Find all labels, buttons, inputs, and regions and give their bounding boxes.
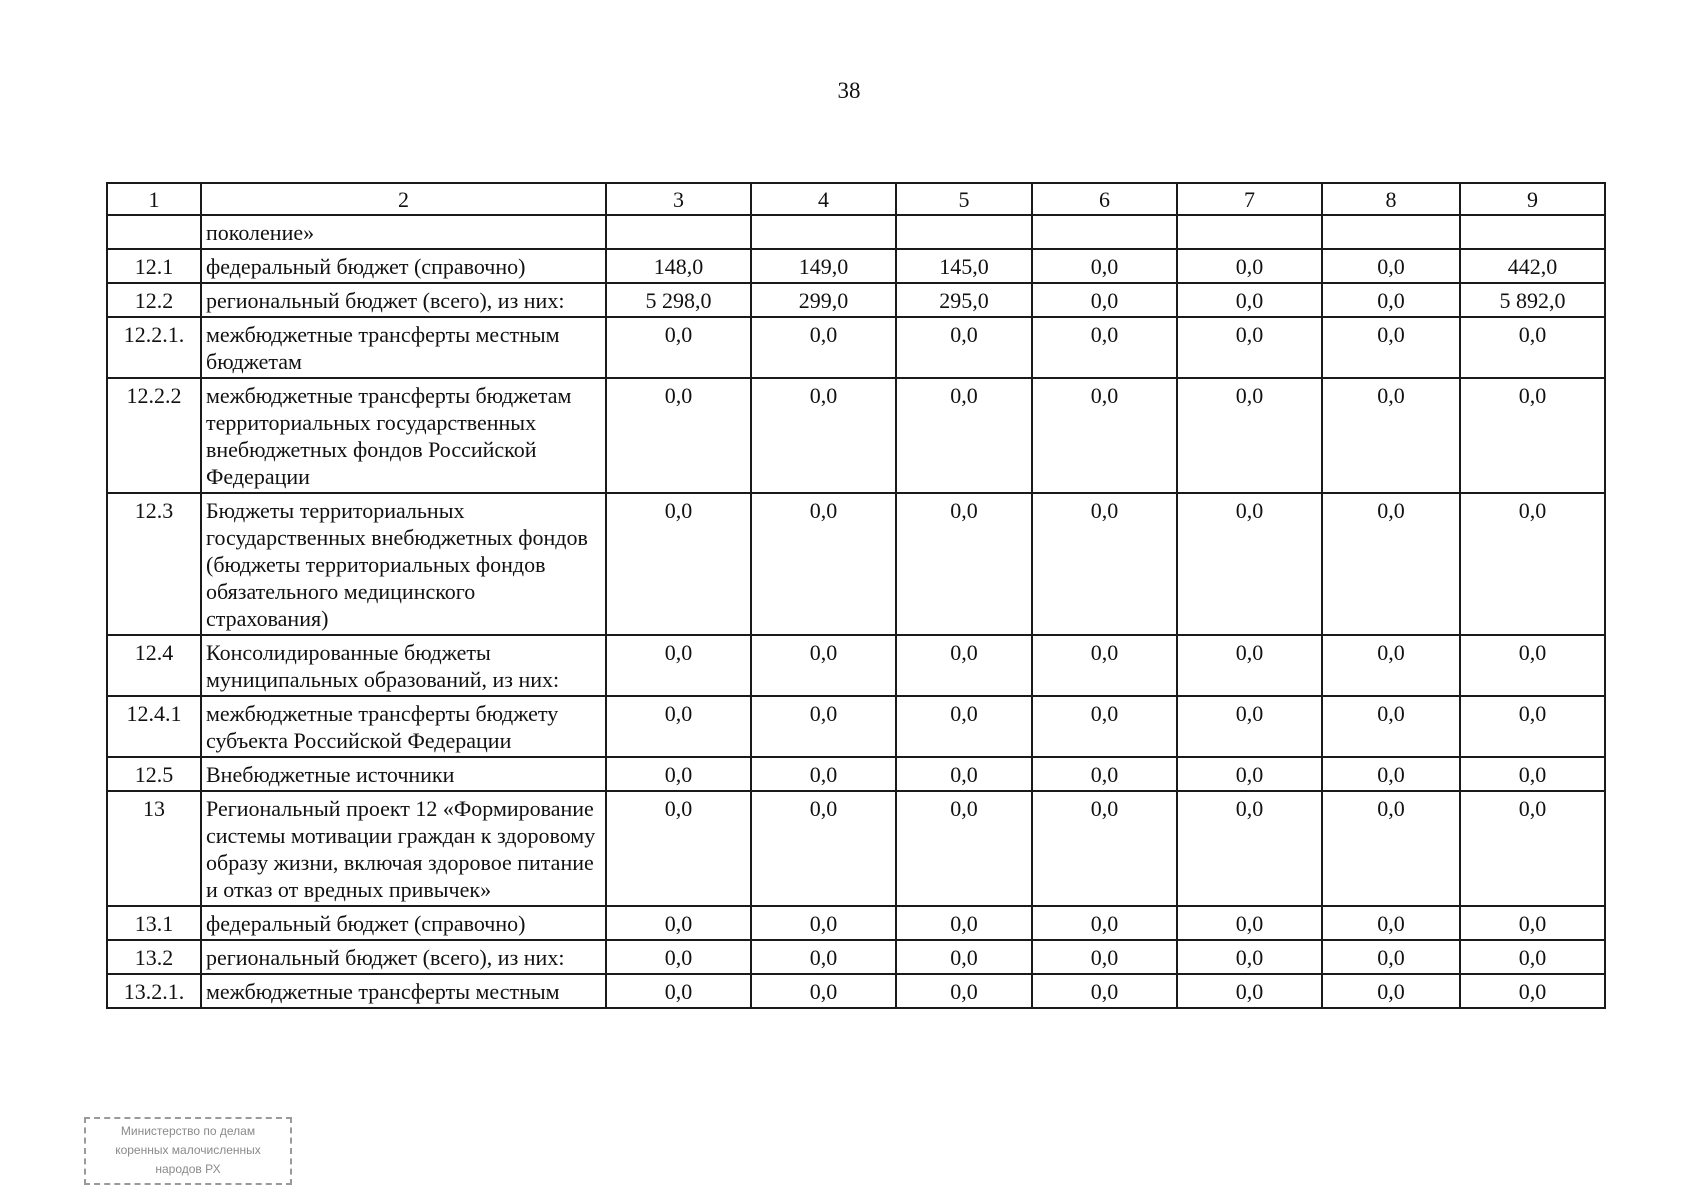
stamp-line: Министерство по делам <box>120 1124 256 1138</box>
row-number: 12.2 <box>107 283 201 317</box>
value-cell: 0,0 <box>1032 791 1177 906</box>
value-cell: 0,0 <box>1177 906 1322 940</box>
value-cell: 0,0 <box>1177 249 1322 283</box>
value-cell: 5 298,0 <box>606 283 751 317</box>
stamp-line: народов РХ <box>155 1162 221 1176</box>
value-cell: 0,0 <box>751 635 896 696</box>
value-cell: 0,0 <box>1460 974 1605 1008</box>
value-cell: 0,0 <box>1460 940 1605 974</box>
value-cell: 0,0 <box>896 974 1032 1008</box>
row-number: 12.3 <box>107 493 201 635</box>
value-cell: 299,0 <box>751 283 896 317</box>
value-cell: 0,0 <box>606 696 751 757</box>
value-cell: 5 892,0 <box>1460 283 1605 317</box>
value-cell: 145,0 <box>896 249 1032 283</box>
value-cell: 0,0 <box>1460 791 1605 906</box>
value-cell: 0,0 <box>1177 974 1322 1008</box>
value-cell: 0,0 <box>751 696 896 757</box>
value-cell: 0,0 <box>1177 283 1322 317</box>
column-header: 1 <box>107 183 201 215</box>
table-row <box>107 696 1605 757</box>
value-cell: 0,0 <box>751 378 896 493</box>
value-cell: 0,0 <box>606 757 751 791</box>
column-header: 7 <box>1177 183 1322 215</box>
value-cell <box>751 215 896 249</box>
value-cell: 0,0 <box>896 906 1032 940</box>
value-cell: 0,0 <box>1322 974 1460 1008</box>
value-cell: 0,0 <box>1322 791 1460 906</box>
row-name: межбюджетные трансферты бюджетам территориальных государственных внебюджетных фондов Российской Федерации <box>201 378 606 493</box>
value-cell: 0,0 <box>751 940 896 974</box>
row-name: поколение» <box>201 215 606 249</box>
table-row <box>107 757 1605 791</box>
row-name: региональный бюджет (всего), из них: <box>201 940 606 974</box>
value-cell: 0,0 <box>1177 378 1322 493</box>
column-header: 2 <box>201 183 606 215</box>
value-cell: 0,0 <box>1322 696 1460 757</box>
value-cell: 0,0 <box>606 317 751 378</box>
value-cell: 0,0 <box>1460 757 1605 791</box>
row-number: 12.4 <box>107 635 201 696</box>
row-name: Консолидированные бюджеты муниципальных образований, из них: <box>201 635 606 696</box>
value-cell: 0,0 <box>1032 635 1177 696</box>
value-cell: 0,0 <box>1322 493 1460 635</box>
row-name: межбюджетные трансферты местным <box>201 974 606 1008</box>
value-cell: 0,0 <box>751 757 896 791</box>
row-name: межбюджетные трансферты местным бюджетам <box>201 317 606 378</box>
value-cell: 0,0 <box>1322 635 1460 696</box>
row-number: 12.1 <box>107 249 201 283</box>
table-row <box>107 378 1605 493</box>
value-cell: 0,0 <box>1322 940 1460 974</box>
value-cell: 0,0 <box>896 493 1032 635</box>
row-name: Внебюджетные источники <box>201 757 606 791</box>
value-cell: 0,0 <box>1032 757 1177 791</box>
value-cell: 0,0 <box>896 757 1032 791</box>
value-cell: 0,0 <box>751 906 896 940</box>
value-cell: 0,0 <box>1032 283 1177 317</box>
value-cell: 0,0 <box>1032 493 1177 635</box>
table-row <box>107 317 1605 378</box>
value-cell <box>606 215 751 249</box>
value-cell: 442,0 <box>1460 249 1605 283</box>
value-cell: 0,0 <box>1177 317 1322 378</box>
value-cell: 0,0 <box>1032 906 1177 940</box>
value-cell: 0,0 <box>1177 940 1322 974</box>
value-cell <box>1032 215 1177 249</box>
table-row <box>107 635 1605 696</box>
row-number: 13.2 <box>107 940 201 974</box>
row-number: 12.5 <box>107 757 201 791</box>
value-cell: 0,0 <box>606 635 751 696</box>
value-cell: 0,0 <box>896 317 1032 378</box>
value-cell: 0,0 <box>1460 493 1605 635</box>
table-row <box>107 791 1605 906</box>
row-number: 12.2.1. <box>107 317 201 378</box>
value-cell: 0,0 <box>1032 249 1177 283</box>
value-cell: 0,0 <box>1032 696 1177 757</box>
value-cell <box>896 215 1032 249</box>
value-cell: 0,0 <box>751 791 896 906</box>
value-cell: 0,0 <box>606 940 751 974</box>
row-number: 13.2.1. <box>107 974 201 1008</box>
value-cell: 0,0 <box>1032 317 1177 378</box>
value-cell: 0,0 <box>1460 317 1605 378</box>
value-cell: 0,0 <box>896 791 1032 906</box>
value-cell: 0,0 <box>751 317 896 378</box>
value-cell: 0,0 <box>1460 378 1605 493</box>
value-cell: 0,0 <box>606 493 751 635</box>
value-cell: 0,0 <box>1032 974 1177 1008</box>
row-number: 12.4.1 <box>107 696 201 757</box>
value-cell: 0,0 <box>1032 378 1177 493</box>
value-cell: 0,0 <box>896 696 1032 757</box>
value-cell: 0,0 <box>606 791 751 906</box>
value-cell: 0,0 <box>606 378 751 493</box>
column-header: 8 <box>1322 183 1460 215</box>
row-name: федеральный бюджет (справочно) <box>201 249 606 283</box>
column-header: 4 <box>751 183 896 215</box>
table-row <box>107 283 1605 317</box>
row-name: Бюджеты территориальных государственных внебюджетных фондов (бюджеты территориальных фондов обязательного медицинского страхования) <box>201 493 606 635</box>
value-cell: 295,0 <box>896 283 1032 317</box>
table-row <box>107 906 1605 940</box>
column-header: 9 <box>1460 183 1605 215</box>
value-cell: 0,0 <box>1177 493 1322 635</box>
value-cell: 0,0 <box>896 378 1032 493</box>
value-cell: 0,0 <box>1322 317 1460 378</box>
value-cell: 0,0 <box>1460 906 1605 940</box>
row-name: Региональный проект 12 «Формирование системы мотивации граждан к здоровому образу жизни, включая здоровое питание и отказ от вредных привычек» <box>201 791 606 906</box>
column-header: 3 <box>606 183 751 215</box>
header-row <box>107 183 1605 215</box>
value-cell <box>1460 215 1605 249</box>
row-name: межбюджетные трансферты бюджету субъекта Российской Федерации <box>201 696 606 757</box>
value-cell: 0,0 <box>1322 757 1460 791</box>
stamp-line: коренных малочисленных <box>115 1143 261 1157</box>
value-cell: 0,0 <box>1460 696 1605 757</box>
value-cell: 148,0 <box>606 249 751 283</box>
value-cell: 0,0 <box>896 635 1032 696</box>
value-cell: 0,0 <box>1177 635 1322 696</box>
value-cell: 149,0 <box>751 249 896 283</box>
column-header: 5 <box>896 183 1032 215</box>
value-cell: 0,0 <box>1177 757 1322 791</box>
value-cell: 0,0 <box>1177 791 1322 906</box>
value-cell: 0,0 <box>1322 249 1460 283</box>
row-number: 13.1 <box>107 906 201 940</box>
table-row <box>107 249 1605 283</box>
row-number: 12.2.2 <box>107 378 201 493</box>
value-cell: 0,0 <box>1032 940 1177 974</box>
value-cell: 0,0 <box>751 493 896 635</box>
value-cell: 0,0 <box>896 940 1032 974</box>
value-cell: 0,0 <box>606 906 751 940</box>
row-name: федеральный бюджет (справочно) <box>201 906 606 940</box>
value-cell <box>1177 215 1322 249</box>
table-row <box>107 974 1605 1008</box>
value-cell: 0,0 <box>1460 635 1605 696</box>
value-cell: 0,0 <box>1322 906 1460 940</box>
row-number <box>107 215 201 249</box>
table-row <box>107 493 1605 635</box>
value-cell <box>1322 215 1460 249</box>
row-number: 13 <box>107 791 201 906</box>
value-cell: 0,0 <box>1177 696 1322 757</box>
stamp <box>84 1117 292 1185</box>
value-cell: 0,0 <box>606 974 751 1008</box>
table-row <box>107 940 1605 974</box>
value-cell: 0,0 <box>1322 283 1460 317</box>
value-cell: 0,0 <box>1322 378 1460 493</box>
page-number: 38 <box>837 78 861 103</box>
value-cell: 0,0 <box>751 974 896 1008</box>
column-header: 6 <box>1032 183 1177 215</box>
budget-table-body <box>107 183 1605 1008</box>
row-name: региональный бюджет (всего), из них: <box>201 283 606 317</box>
budget-table <box>106 182 1606 1009</box>
table-row <box>107 215 1605 249</box>
